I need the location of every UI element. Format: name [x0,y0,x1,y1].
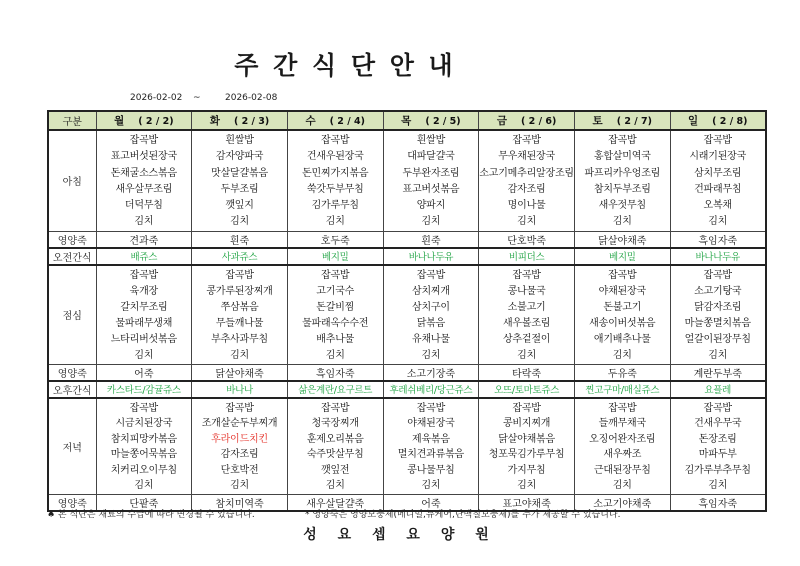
day-name: 월 [114,115,125,127]
day-name: 수 [305,115,316,127]
breakfast-porridge-label: 영양죽 [48,231,96,248]
dinner-porridge-item: 소고기야채죽 [574,494,670,511]
lunch-porridge-item: 어죽 [96,364,192,381]
lunch-menu-cell [670,265,766,365]
lunch-porridge-item: 흑임자죽 [287,364,383,381]
menu-item: 배추나물 [316,333,355,345]
menu-item: 잡곡밥 [416,402,446,414]
menu-item: 청포묵김가루무침 [488,449,565,461]
day-date: ( 2 / 3) [233,116,270,127]
day-name: 금 [496,115,508,127]
day-header [96,111,192,130]
menu-item: 삼치찌개 [411,285,450,297]
day-date: ( 2 / 8) [712,116,748,127]
menu-item: 시래기된장국 [689,151,747,163]
menu-item: 감자조림 [220,449,259,461]
menu-item: 잡곡밥 [129,269,159,281]
menu-item: 잡곡밥 [703,135,732,146]
menu-item: 느타리버섯볶음 [110,333,177,345]
lunch-menu-cell [574,265,670,365]
menu-item: 잡곡밥 [129,402,159,414]
day-date: ( 2 / 5) [425,116,461,127]
lunch-label: 점심 [48,265,96,365]
lunch-porridge-item: 닭살야채죽 [192,364,288,381]
menu-item: 무들깨나물 [215,317,264,329]
menu-item: 유채나물 [411,333,450,345]
dinner-menu-cell [670,398,766,495]
lunch-porridge-item: 타락죽 [479,364,575,381]
lunch-menu-cell [96,265,192,365]
lunch-menu-cell [383,265,479,365]
menu-item: 새송이버섯볶음 [589,317,656,329]
menu-item: 흰쌀밥 [225,135,254,146]
menu-item: 삼치구이 [411,301,450,313]
breakfast-menu-cell [383,130,479,231]
menu-item: 야채된장국 [407,418,455,430]
table-header-row [48,111,766,130]
breakfast-menu-cell [96,130,192,231]
menu-item: 잡곡밥 [703,269,732,281]
menu-item: 명이나물 [507,200,546,212]
menu-item: 건새우무국 [694,418,742,430]
menu-item: 잡곡밥 [321,402,350,414]
menu-item: 참치피망카볶음 [110,433,177,445]
menu-item: 김치 [134,480,154,492]
menu-item: 김치 [421,349,441,361]
footer-note-left: ♠ 본 식단은 재료의 수급에 따라 변경될 수 있습니다. [47,510,255,520]
breakfast-porridge-item: 닭살야채죽 [574,231,670,248]
menu-item: 시금치된장국 [115,418,173,430]
menu-item: 김치 [134,216,154,228]
breakfast-porridge-item: 흰죽 [192,231,288,248]
page-title: 주 간 식 단 안 내 [234,51,456,80]
menu-item: 잡곡밥 [512,269,541,281]
dinner-menu-cell [96,398,192,495]
menu-item: 김치 [708,216,728,228]
breakfast-menu-cell [287,130,383,231]
breakfast-menu-cell [479,130,575,231]
menu-item: 잡곡밥 [703,402,732,414]
menu-item: 쭈삼볶음 [220,301,259,313]
menu-item: 건파래무침 [694,183,742,195]
menu-item: 소불고기 [507,301,546,313]
breakfast-porridge-item: 단호박죽 [479,231,575,248]
menu-item: 새우젓무침 [598,200,646,212]
menu-item: 김치 [612,349,632,361]
morning-snack-item: 사과쥬스 [192,248,288,265]
menu-item: 마늘쫑어묵볶음 [110,449,177,461]
menu-item: 김치 [325,349,345,361]
menu-item: 잡곡밥 [129,135,159,146]
menu-item: 잡곡밥 [608,269,637,281]
menu-item: 김치 [612,216,632,228]
afternoon-snack-item: 바나나 [192,381,288,398]
menu-item: 깻잎지 [225,200,254,212]
dinner-porridge-item: 흑임자죽 [670,494,766,511]
menu-item: 돈갈비찜 [316,301,355,313]
day-date: ( 2 / 7) [616,116,652,127]
breakfast-row [48,130,766,231]
table-body [48,130,766,511]
morning-snack-item: 비피더스 [479,248,575,265]
breakfast-menu-cell [670,130,766,231]
menu-item: 잡곡밥 [225,402,254,414]
breakfast-porridge-item: 흑임자죽 [670,231,766,248]
period-end-date: 2026-02-08 [225,93,278,103]
breakfast-porridge-item: 견과죽 [96,231,192,248]
menu-item: 잡곡밥 [416,269,446,281]
day-name: 화 [209,115,220,127]
menu-item: 깻잎전 [321,464,350,476]
menu-item: 훈제오리볶음 [306,433,364,445]
menu-item: 콩가루된장찌개 [206,285,273,297]
menu-item: 양파지 [416,200,446,212]
menu-item: 치커리오이무침 [110,464,177,476]
menu-item: 물파래옥수수전 [302,317,369,329]
dinner-menu-cell [192,398,288,495]
menu-item: 잡곡밥 [608,135,637,146]
lunch-porridge-item: 두유죽 [574,364,670,381]
menu-item: 표고버섯된장국 [110,151,177,163]
footer-note-right: * 영양죽은 영양보충제(메디밀,뉴케어,단백질보충제)를 추가 제공할 수 있습니다. [305,510,621,520]
menu-item: 잡곡밥 [512,402,541,414]
lunch-porridge-item: 계란두부죽 [670,364,766,381]
menu-item: 소고기메추리알장조림 [479,167,574,179]
period-separator: ~ [193,93,201,103]
menu-item: 김치 [230,216,249,228]
menu-item: 김치 [230,480,249,492]
menu-item: 김치 [517,480,537,492]
menu-item: 김치 [708,480,728,492]
menu-item: 소고기탕국 [694,285,742,297]
day-name: 목 [401,115,412,127]
menu-item: 잡곡밥 [321,269,350,281]
menu-item: 물파래무생채 [115,317,173,329]
day-header [574,111,670,130]
period-start-date: 2026-02-02 [130,93,183,103]
breakfast-menu-cell [574,130,670,231]
menu-item: 김치 [517,349,537,361]
menu-item: 새우짜조 [603,449,642,461]
day-header [192,111,288,130]
facility-name: 성 요 셉 요 양 원 [303,527,497,543]
menu-item: 숙주맛살무침 [306,449,364,461]
menu-item: 김치 [325,480,345,492]
breakfast-menu-cell [192,130,288,231]
menu-item: 무우채된장국 [498,151,555,163]
menu-item: 근대된장무침 [593,464,651,476]
menu-item: 김가루부추무침 [684,464,751,476]
menu-item: 잡곡밥 [225,269,254,281]
lunch-row [48,265,766,365]
menu-item: 김치 [134,349,154,361]
menu-item: 얼갈이된장무침 [684,333,751,345]
menu-item: 김가루무침 [311,200,359,212]
morning-snack-item: 바나나두유 [670,248,766,265]
menu-item: 감자양파국 [215,151,264,163]
menu-item: 오복채 [703,200,732,212]
menu-item: 청국장찌개 [311,418,359,430]
menu-item: 돈민찌가지볶음 [302,167,369,179]
day-name: 일 [687,115,699,127]
menu-item: 잡곡밥 [608,402,637,414]
day-date: ( 2 / 4) [329,116,365,127]
afternoon-snack-item: 찐고구마/매실쥬스 [574,381,670,398]
morning-snack-item: 바나나두유 [383,248,479,265]
menu-item: 콩나물국 [507,285,546,297]
menu-item: 김치 [421,480,441,492]
menu-item: 오징어완자조림 [589,433,656,445]
menu-item: 참치두부조림 [593,183,651,195]
menu-item: 닭볶음 [416,317,446,329]
lunch-porridge-label: 영양죽 [48,364,96,381]
menu-item: 후라이드치킨 [211,433,268,445]
morning-snack-item: 배쥬스 [96,248,192,265]
menu-item: 건새우된장국 [306,151,364,163]
menu-item: 마늘쫑멸치볶음 [684,317,751,329]
dinner-porridge-label: 영양죽 [48,494,96,511]
menu-item: 감자조림 [507,183,546,195]
menu-item: 삼치무조림 [694,167,742,179]
menu-item: 두부완자조림 [402,167,460,179]
day-name: 토 [592,115,603,127]
afternoon-snack-item: 후레쉬베리/당근쥬스 [383,381,479,398]
weekly-menu-table [47,110,767,512]
menu-item: 육개장 [129,285,159,297]
menu-item: 대파달걀국 [407,151,455,163]
menu-item: 김치 [612,480,632,492]
dinner-menu-cell [287,398,383,495]
menu-item: 파프리카우엉조림 [584,167,661,179]
menu-item: 상추겉절이 [502,333,551,345]
lunch-menu-cell [479,265,575,365]
morning-snack-row [48,248,766,265]
menu-item: 마파두부 [698,449,737,461]
menu-item: 야채된장국 [598,285,646,297]
menu-item: 흰쌀밥 [416,135,446,146]
dinner-menu-cell [574,398,670,495]
day-date: ( 2 / 6) [521,116,557,127]
morning-snack-label: 오전간식 [48,248,96,265]
menu-item: 새우살무조림 [115,183,173,195]
afternoon-snack-label: 오후간식 [48,381,96,398]
menu-item: 홍합살미역국 [593,151,651,163]
dinner-porridge-item: 새우살달걀죽 [287,494,383,511]
menu-item: 쑥갓두부무침 [306,183,364,195]
dinner-porridge-item: 단팥죽 [96,494,192,511]
menu-item: 김치 [230,349,249,361]
menu-item: 단호박전 [220,464,259,476]
menu-item: 제육볶음 [411,433,450,445]
dinner-row [48,398,766,495]
lunch-menu-cell [287,265,383,365]
menu-item: 돈채굴소스볶음 [110,167,177,179]
afternoon-snack-row [48,381,766,398]
menu-item: 두부조림 [220,183,259,195]
menu-item: 돈장조림 [698,433,737,445]
menu-item: 맛살달걀볶음 [211,167,268,179]
day-date: ( 2 / 2) [138,116,174,127]
dinner-menu-cell [479,398,575,495]
menu-item: 잡곡밥 [321,135,350,146]
menu-item: 김치 [421,216,441,228]
menu-item: 잡곡밥 [512,135,541,146]
dinner-menu-cell [383,398,479,495]
menu-item: 돈불고기 [603,301,642,313]
day-header [479,111,575,130]
day-header [383,111,479,130]
lunch-porridge-row [48,364,766,381]
breakfast-porridge-item: 호두죽 [287,231,383,248]
category-header: 구분 [48,111,96,130]
day-header [287,111,383,130]
menu-item: 들깨무채국 [598,418,646,430]
menu-item: 김치 [517,216,537,228]
dinner-porridge-item: 어죽 [383,494,479,511]
menu-item: 조개살순두부찌개 [201,418,278,430]
day-header [670,111,766,130]
morning-snack-item: 베지밀 [287,248,383,265]
menu-item: 멸치견과류볶음 [397,449,465,461]
menu-item: 더덕무침 [124,200,163,212]
afternoon-snack-item: 삶은계란/요구르트 [287,381,383,398]
menu-item: 가지무침 [507,464,546,476]
breakfast-porridge-item: 흰죽 [383,231,479,248]
menu-item: 고기국수 [316,285,355,297]
menu-item: 애기배추나물 [593,333,651,345]
menu-item: 부추사과무침 [211,333,268,345]
menu-item: 콩나물무침 [407,464,455,476]
menu-item: 닭감자조림 [694,301,742,313]
menu-item: 갈치무조림 [120,301,168,313]
dinner-label: 저녁 [48,398,96,495]
menu-item: 김치 [708,349,728,361]
menu-item: 새우볼조림 [502,317,551,329]
lunch-porridge-item: 소고기장죽 [383,364,479,381]
afternoon-snack-item: 오뜨/토마토쥬스 [479,381,575,398]
afternoon-snack-item: 카스타드/감귤쥬스 [96,381,192,398]
morning-snack-item: 베지밀 [574,248,670,265]
menu-item: 닭살야채볶음 [498,433,555,445]
lunch-menu-cell [192,265,288,365]
dinner-porridge-item: 표고야채죽 [479,494,575,511]
afternoon-snack-item: 요플레 [670,381,766,398]
menu-item: 김치 [325,216,345,228]
menu-item: 표고버섯볶음 [402,183,460,195]
menu-item: 콩비지찌개 [502,418,551,430]
dinner-porridge-item: 참치미역죽 [192,494,288,511]
breakfast-label: 아침 [48,130,96,231]
breakfast-porridge-row [48,231,766,248]
